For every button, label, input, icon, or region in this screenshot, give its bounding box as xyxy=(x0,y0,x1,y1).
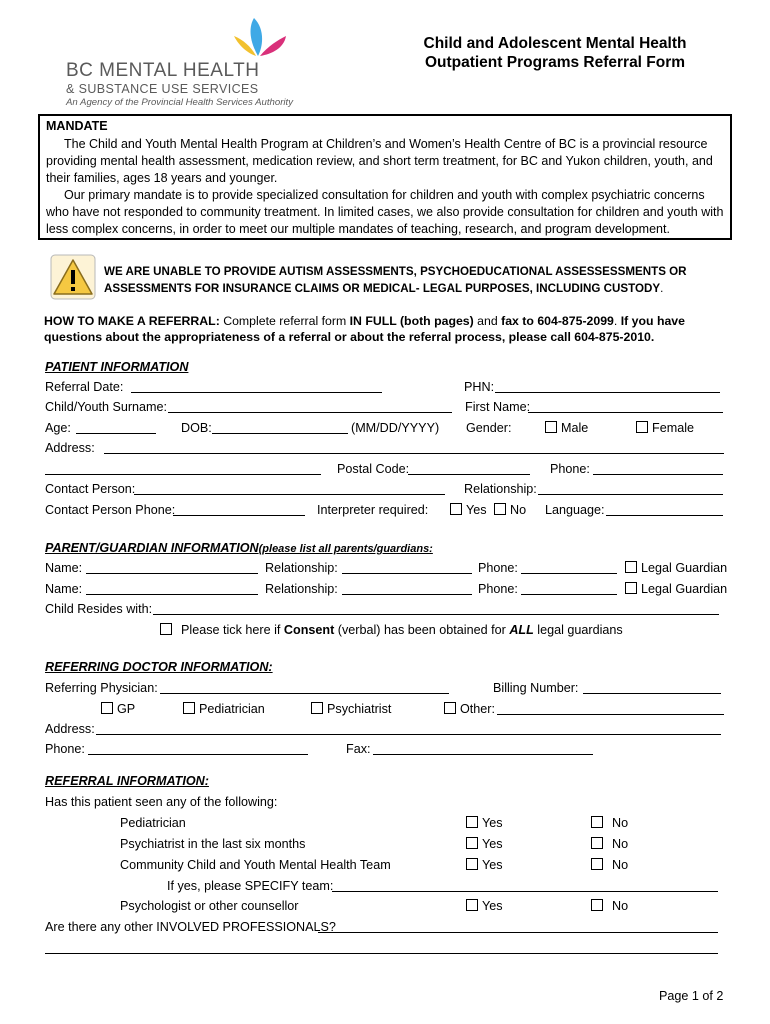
billing-number-label: Billing Number: xyxy=(493,681,579,695)
address-label: Address: xyxy=(45,441,95,455)
howto-lead: HOW TO MAKE A REFERRAL: xyxy=(44,314,220,328)
referral-psychiatrist-yes[interactable] xyxy=(466,836,503,852)
physician-field[interactable] xyxy=(160,693,449,694)
no-label: No xyxy=(612,816,629,830)
consent-text-mid: (verbal) has been obtained for xyxy=(334,623,510,637)
referral-psychologist-no[interactable] xyxy=(591,898,628,914)
guardian-2-legal-label: Legal Guardian xyxy=(641,582,728,596)
postal-code-label: Postal Code: xyxy=(337,462,410,476)
gender-label: Gender: xyxy=(466,421,512,435)
warning-text xyxy=(104,263,704,297)
referral-item-pediatrician: Pediatrician xyxy=(120,816,186,830)
referral-cycmh-no[interactable] xyxy=(591,857,628,873)
warning-period: . xyxy=(660,282,664,295)
first-name-label: First Name: xyxy=(465,400,531,414)
doctor-address-field[interactable] xyxy=(96,734,721,735)
doctor-fax-label: Fax: xyxy=(346,742,371,756)
consent-option[interactable] xyxy=(160,622,623,638)
contact-phone-field[interactable] xyxy=(173,515,305,516)
phone-label: Phone: xyxy=(550,462,590,476)
physician-label: Referring Physician: xyxy=(45,681,158,695)
howto-b1: IN FULL (both pages) xyxy=(349,314,474,328)
yes-label: Yes xyxy=(482,816,503,830)
checkbox-icon xyxy=(625,561,637,573)
doctor-heading: REFERRING DOCTOR INFORMATION: xyxy=(45,660,273,674)
referral-psychologist-yes[interactable] xyxy=(466,898,503,914)
specify-team-field[interactable] xyxy=(332,891,718,892)
involved-professionals-label: Are there any other INVOLVED PROFESSIONALS? xyxy=(45,920,336,934)
involved-professionals-field-2[interactable] xyxy=(45,953,718,954)
howto-paragraph xyxy=(44,313,728,345)
doctor-pediatrician-label: Pediatrician xyxy=(199,702,265,716)
referral-psychiatrist-no[interactable] xyxy=(591,836,628,852)
checkbox-icon xyxy=(450,503,462,515)
yes-label: Yes xyxy=(482,837,503,851)
contact-phone-label: Contact Person Phone: xyxy=(45,503,176,517)
checkbox-icon xyxy=(494,503,506,515)
resides-with-label: Child Resides with: xyxy=(45,602,153,616)
doctor-gp-option[interactable] xyxy=(101,701,135,717)
interpreter-no-label: No xyxy=(510,503,527,517)
consent-text-bold: Consent xyxy=(283,623,335,637)
checkbox-icon xyxy=(311,702,323,714)
guardian-1-name-label: Name: xyxy=(45,561,83,575)
guardian-1-relationship-field[interactable] xyxy=(342,573,472,574)
phn-field[interactable] xyxy=(495,392,720,393)
checkbox-icon xyxy=(444,702,456,714)
checkbox-icon xyxy=(591,858,603,870)
contact-relationship-field[interactable] xyxy=(538,494,723,495)
form-title-line1: Child and Adolescent Mental Health xyxy=(423,35,687,52)
language-field[interactable] xyxy=(606,515,723,516)
warning-icon xyxy=(50,254,96,300)
guardian-1-relationship-label: Relationship: xyxy=(265,561,338,575)
checkbox-icon xyxy=(466,816,478,828)
checkbox-icon xyxy=(101,702,113,714)
referral-heading: REFERRAL INFORMATION: xyxy=(45,774,209,788)
doctor-other-label: Other: xyxy=(460,702,495,716)
specify-team-label: If yes, please SPECIFY team: xyxy=(167,879,334,893)
age-label: Age: xyxy=(45,421,71,435)
phone-field[interactable] xyxy=(593,474,723,475)
consent-text-pre: Please tick here if xyxy=(181,623,284,637)
yes-label: Yes xyxy=(482,899,503,913)
referral-date-label: Referral Date: xyxy=(45,380,124,394)
postal-code-field[interactable] xyxy=(408,474,530,475)
doctor-phone-field[interactable] xyxy=(88,754,308,755)
involved-professionals-field[interactable] xyxy=(318,932,718,933)
logo-main-text: BC MENTAL HEALTH xyxy=(66,60,260,81)
resides-with-field[interactable] xyxy=(153,614,719,615)
doctor-psychiatrist-option[interactable] xyxy=(311,701,391,717)
dob-format-label: (MM/DD/YYYY) xyxy=(351,421,440,435)
checkbox-icon xyxy=(466,837,478,849)
guardian-1-legal-option[interactable] xyxy=(625,560,727,576)
interpreter-yes-label: Yes xyxy=(466,503,487,517)
guardian-1-legal-label: Legal Guardian xyxy=(641,561,728,575)
surname-field[interactable] xyxy=(168,412,452,413)
guardian-2-relationship-field[interactable] xyxy=(342,594,472,595)
guardian-heading xyxy=(45,540,433,557)
language-label: Language: xyxy=(545,503,605,517)
howto-t1: Complete referral form xyxy=(219,314,350,328)
billing-number-field[interactable] xyxy=(583,693,721,694)
warning-line-2: ASSESSMENTS FOR INSURANCE CLAIMS OR MEDICAL- LEGAL PURPOSES, INCLUDING CUSTODY xyxy=(104,282,661,295)
dob-field[interactable] xyxy=(212,433,348,434)
interpreter-label: Interpreter required: xyxy=(317,503,429,517)
referral-date-field[interactable] xyxy=(131,392,382,393)
checkbox-icon xyxy=(591,899,603,911)
contact-person-field[interactable] xyxy=(134,494,445,495)
mandate-box xyxy=(38,114,732,240)
doctor-psychiatrist-label: Psychiatrist xyxy=(327,702,392,716)
phn-label: PHN: xyxy=(464,380,495,394)
consent-text-post: legal guardians xyxy=(533,623,623,637)
gender-female-label: Female xyxy=(652,421,694,435)
logo-agency-text: An Agency of the Provincial Health Services Authority xyxy=(66,97,293,108)
referral-item-psychologist: Psychologist or other counsellor xyxy=(120,899,299,913)
checkbox-icon xyxy=(625,582,637,594)
warning-line-1: WE ARE UNABLE TO PROVIDE AUTISM ASSESSMENTS, PSYCHOEDUCATIONAL ASSESSESSMENTS OR xyxy=(104,265,687,278)
yes-label: Yes xyxy=(482,858,503,872)
logo-leaves-icon xyxy=(226,14,292,62)
referral-item-psychiatrist: Psychiatrist in the last six months xyxy=(120,837,306,851)
consent-text-all: ALL xyxy=(509,623,534,637)
no-label: No xyxy=(612,899,629,913)
guardian-2-legal-option[interactable] xyxy=(625,581,727,597)
doctor-gp-label: GP xyxy=(117,702,136,716)
howto-t2: and xyxy=(473,314,502,328)
referral-question: Has this patient seen any of the following: xyxy=(45,795,278,809)
checkbox-icon xyxy=(545,421,557,433)
checkbox-icon xyxy=(183,702,195,714)
age-field[interactable] xyxy=(76,433,156,434)
referral-pediatrician-yes[interactable] xyxy=(466,815,503,831)
guardian-2-name-field[interactable] xyxy=(86,594,258,595)
checkbox-icon xyxy=(591,816,603,828)
guardian-1-phone-field[interactable] xyxy=(521,573,617,574)
referral-pediatrician-no[interactable] xyxy=(591,815,628,831)
surname-label: Child/Youth Surname: xyxy=(45,400,168,414)
doctor-fax-field[interactable] xyxy=(373,754,593,755)
doctor-other-option[interactable] xyxy=(444,701,495,717)
no-label: No xyxy=(612,837,629,851)
patient-heading: PATIENT INFORMATION xyxy=(45,360,189,374)
mandate-paragraph-1: The Child and Youth Mental Health Program at Children’s and Women’s Health Centre of BC is a provincial resource providing mental health assessment, medication review, and short term treatment, for BC and Yukon children, youth, and their families, ages 18 years and younger. xyxy=(46,137,713,185)
first-name-field[interactable] xyxy=(528,412,723,413)
howto-t3: . xyxy=(613,314,621,328)
doctor-phone-label: Phone: xyxy=(45,742,85,756)
address-field[interactable] xyxy=(104,453,724,454)
dob-label: DOB: xyxy=(181,421,212,435)
interpreter-no-option[interactable] xyxy=(494,502,526,518)
doctor-other-field[interactable] xyxy=(497,714,724,715)
no-label: No xyxy=(612,858,629,872)
howto-fax: fax to 604-875-2099 xyxy=(501,314,614,328)
guardian-2-relationship-label: Relationship: xyxy=(265,582,338,596)
howto-b3: If you have questions about the appropriateness of a referral or about the referral process, please call 604-875-2010. xyxy=(44,314,685,344)
mandate-heading: MANDATE xyxy=(46,119,108,133)
checkbox-icon xyxy=(591,837,603,849)
checkbox-icon xyxy=(466,858,478,870)
doctor-address-label: Address: xyxy=(45,722,95,736)
checkbox-icon xyxy=(466,899,478,911)
mandate-paragraph-2: Our primary mandate is to provide specialized consultation for children and youth with complex psychiatric concerns who have not responded to community treatment. In limited cases, we also provide consultation for children and youth with less complex concerns, in order to meet our multiple mandates of teaching, research, and program development. xyxy=(46,188,724,236)
guardian-heading-note: (please list all parents/guardians: xyxy=(258,543,433,555)
page-number: Page 1 of 2 xyxy=(659,989,724,1003)
guardian-2-name-label: Name: xyxy=(45,582,83,596)
gender-male-label: Male xyxy=(561,421,589,435)
address-line-2-field[interactable] xyxy=(45,474,321,475)
doctor-pediatrician-option[interactable] xyxy=(183,701,265,717)
interpreter-yes-option[interactable] xyxy=(450,502,487,518)
guardian-1-name-field[interactable] xyxy=(86,573,258,574)
contact-relationship-label: Relationship: xyxy=(464,482,537,496)
guardian-1-phone-label: Phone: xyxy=(478,561,518,575)
form-title xyxy=(390,34,720,72)
guardian-heading-text: PARENT/GUARDIAN INFORMATION xyxy=(45,541,259,555)
checkbox-icon xyxy=(160,623,172,635)
referral-item-cycmh-team: Community Child and Youth Mental Health Team xyxy=(120,858,391,872)
guardian-2-phone-field[interactable] xyxy=(521,594,617,595)
guardian-2-phone-label: Phone: xyxy=(478,582,518,596)
logo-sub-text: & SUBSTANCE USE SERVICES xyxy=(66,82,259,96)
checkbox-icon xyxy=(636,421,648,433)
gender-male-option[interactable] xyxy=(545,420,588,436)
form-title-line2: Outpatient Programs Referral Form xyxy=(424,54,686,71)
referral-cycmh-yes[interactable] xyxy=(466,857,503,873)
gender-female-option[interactable] xyxy=(636,420,694,436)
contact-person-label: Contact Person: xyxy=(45,482,136,496)
